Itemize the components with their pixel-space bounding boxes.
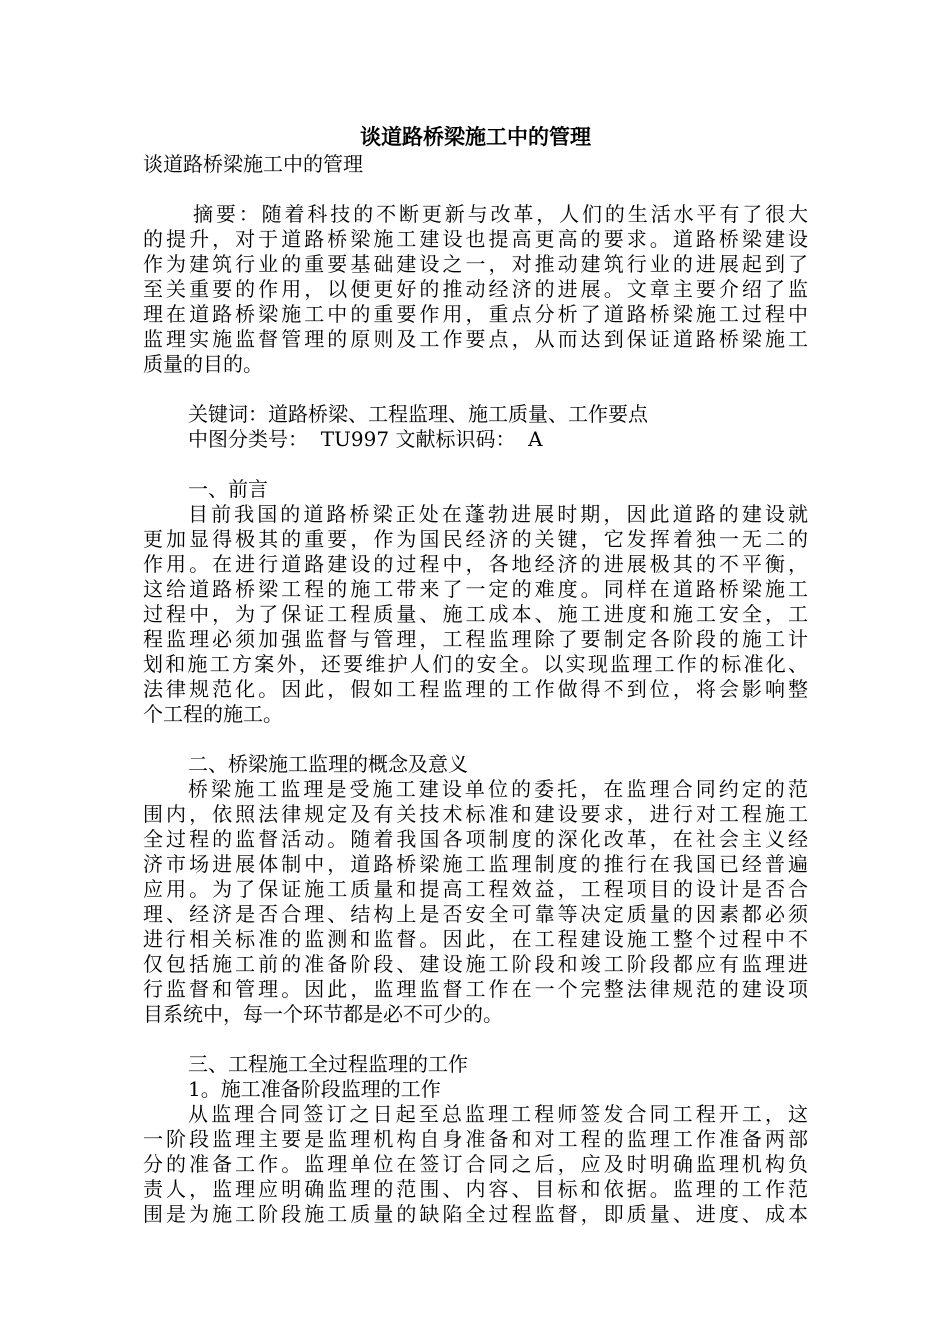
abstract-line: 至关重要的作用，以便更好的推动经济的进展。文章主要介绍了监: [143, 277, 808, 301]
body-line: 桥梁施工监理是受施工建设单位的委托，在监理合同约定的范: [188, 777, 808, 801]
abstract-line: 摘要：随着科技的不断更新与改革，人们的生活水平有了很大: [193, 202, 808, 226]
body-line: 分的准备工作。监理单位在签订合同之后，应及时明确监理机构负: [143, 1152, 808, 1176]
body-line: 法律规范化。因此，假如工程监理的工作做得不到位，将会影响整: [143, 677, 808, 701]
abstract-paragraph: [143, 202, 808, 377]
section-body-2: [143, 777, 808, 1027]
abstract-line: 作为建筑行业的重要基础建设之一，对推动建筑行业的进展起到了: [143, 252, 808, 276]
body-line: 行监督和管理。因此，监理监督工作在一个完整法律规范的建设项: [143, 977, 808, 1001]
body-line: 围内，依照法律规定及有关技术标准和建设要求，进行对工程施工: [143, 802, 808, 826]
body-line: 个工程的施工。: [143, 702, 283, 726]
section-heading-1: 一、前言: [188, 477, 268, 501]
body-line: 程监理必须加强监督与管理，工程监理除了要制定各阶段的施工计: [143, 627, 808, 651]
body-line: 责人，监理应明确监理的范围、内容、目标和依据。监理的工作范: [143, 1177, 808, 1201]
body-line: 目系统中，每一个环节都是必不可少的。: [143, 1002, 503, 1026]
section-body-3: [143, 1102, 808, 1227]
blank-line: [143, 1027, 808, 1052]
body-line: 仅包括施工前的准备阶段、建设施工阶段和竣工阶段都应有监理进: [143, 952, 808, 976]
abstract-line: 质量的目的。: [143, 352, 263, 376]
subsection-heading: 1。施工准备阶段监理的工作: [188, 1077, 441, 1101]
abstract-line: 监理实施监督管理的原则及工作要点，从而达到保证道路桥梁施工: [143, 327, 808, 351]
document-title: 谈道路桥梁施工中的管理: [360, 124, 591, 149]
body-line: 这给道路桥梁工程的施工带来了一定的难度。同样在道路桥梁施工: [143, 577, 808, 601]
section-heading-2: 二、桥梁施工监理的概念及意义: [188, 752, 468, 776]
article-subtitle: 谈道路桥梁施工中的管理: [143, 152, 363, 176]
body-line: 作用。在进行道路建设的过程中，各地经济的进展极其的不平衡，: [143, 552, 808, 576]
body-line: 从监理合同签订之日起至总监理工程师签发合同工程开工，这: [188, 1102, 808, 1126]
blank-line: [143, 727, 808, 752]
body-line: 过程中，为了保证工程质量、施工成本、施工进度和施工安全，工: [143, 602, 808, 626]
abstract-line: 理在道路桥梁施工中的重要作用，重点分析了道路桥梁施工过程中: [143, 302, 808, 326]
body-line: 一阶段监理主要是监理机构自身准备和对工程的监理工作准备两部: [143, 1127, 808, 1151]
body-line: 进行相关标准的监测和监督。因此，在工程建设施工整个过程中不: [143, 927, 808, 951]
body-line: 理、经济是否合理、结构上是否安全可靠等决定质量的因素都必须: [143, 902, 808, 926]
body-line: 应用。为了保证施工质量和提高工程效益，工程项目的设计是否合: [143, 877, 808, 901]
section-body-1: [143, 502, 808, 727]
blank-line: [143, 452, 808, 477]
body-line: 更加显得极其的重要，作为国民经济的关键，它发挥着独一无二的: [143, 527, 808, 551]
classification-code: 中图分类号： TU997 文献标识码： A: [188, 427, 543, 451]
blank-line: [143, 377, 808, 402]
keywords: 关键词：道路桥梁、工程监理、施工质量、工作要点: [188, 402, 648, 426]
body-line: 划和施工方案外，还要维护人们的安全。以实现监理工作的标准化、: [143, 652, 808, 676]
section-heading-3: 三、工程施工全过程监理的工作: [188, 1052, 468, 1076]
document-page: [143, 122, 808, 1227]
abstract-line: 的提升，对于道路桥梁施工建设也提高更高的要求。道路桥梁建设: [143, 227, 808, 251]
body-line: 目前我国的道路桥梁正处在蓬勃进展时期，因此道路的建设就: [188, 502, 808, 526]
blank-line: [143, 177, 808, 202]
body-line: 围是为施工阶段施工质量的缺陷全过程监督，即质量、进度、成本: [143, 1202, 808, 1226]
body-line: 济市场进展体制中，道路桥梁施工监理制度的推行在我国已经普遍: [143, 852, 808, 876]
body-line: 全过程的监督活动。随着我国各项制度的深化改革，在社会主义经: [143, 827, 808, 851]
